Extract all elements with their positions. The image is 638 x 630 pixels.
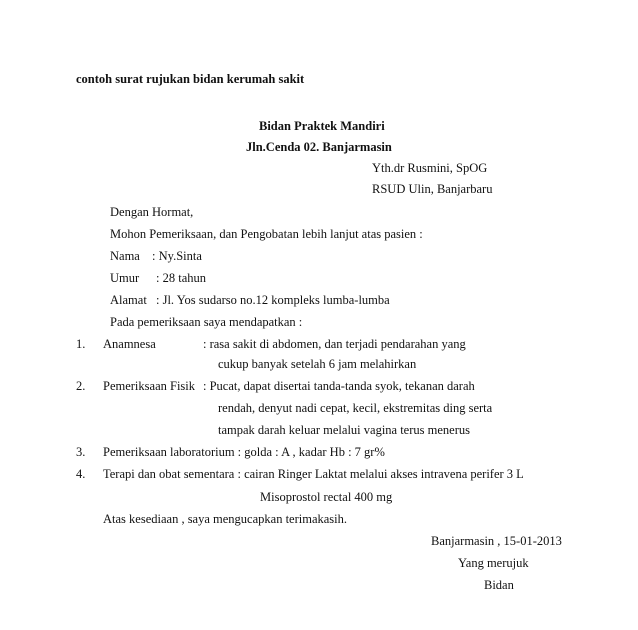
greeting: Dengan Hormat,	[110, 205, 194, 219]
item-label: Pemeriksaan Fisik	[103, 379, 196, 393]
clinic-name: Bidan Praktek Mandiri	[259, 119, 385, 133]
patient-age-value: : 28 tahun	[156, 271, 206, 285]
recipient-line-1: Yth.dr Rusmini, SpOG	[372, 161, 488, 175]
patient-address-value: : Jl. Yos sudarso no.12 kompleks lumba-lumba	[156, 293, 390, 307]
item-continuation: Misoprostol rectal 400 mg	[260, 490, 393, 504]
patient-name-label: Nama	[110, 249, 140, 263]
item-text: Pemeriksaan laboratorium : golda : A , kadar Hb : 7 gr%	[103, 445, 385, 459]
findings-intro: Pada pemeriksaan saya mendapatkan :	[110, 315, 303, 329]
item-number: 2.	[76, 379, 86, 393]
patient-address-label: Alamat	[110, 293, 147, 307]
item-continuation: cukup banyak setelah 6 jam melahirkan	[218, 357, 417, 371]
item-text: Terapi dan obat sementara : cairan Ringer Laktat melalui akses intravena perifer 3 L	[103, 467, 524, 481]
signature-place-date: Banjarmasin , 15-01-2013	[431, 534, 562, 548]
item-continuation: rendah, denyut nadi cepat, kecil, ekstremitas ding serta	[218, 401, 493, 415]
closing-text: Atas kesediaan , saya mengucapkan terimakasih.	[103, 512, 348, 526]
document-title: contoh surat rujukan bidan kerumah sakit	[76, 72, 305, 86]
item-text: : Pucat, dapat disertai tanda-tanda syok, tekanan darah	[203, 379, 475, 393]
item-number: 3.	[76, 445, 86, 459]
signature-referrer: Yang merujuk	[458, 556, 529, 570]
item-continuation: tampak darah keluar melalui vagina terus menerus	[218, 423, 470, 437]
patient-name-value: : Ny.Sinta	[152, 249, 202, 263]
item-label: Anamnesa	[103, 337, 156, 351]
item-number: 4.	[76, 467, 86, 481]
item-number: 1.	[76, 337, 86, 351]
recipient-line-2: RSUD Ulin, Banjarbaru	[372, 182, 493, 196]
patient-age-label: Umur	[110, 271, 140, 285]
intro-text: Mohon Pemeriksaan, dan Pengobatan lebih lanjut atas pasien :	[110, 227, 423, 241]
clinic-address: Jln.Cenda 02. Banjarmasin	[246, 140, 392, 154]
item-text: : rasa sakit di abdomen, dan terjadi pendarahan yang	[203, 337, 466, 351]
signature-role: Bidan	[484, 578, 514, 592]
